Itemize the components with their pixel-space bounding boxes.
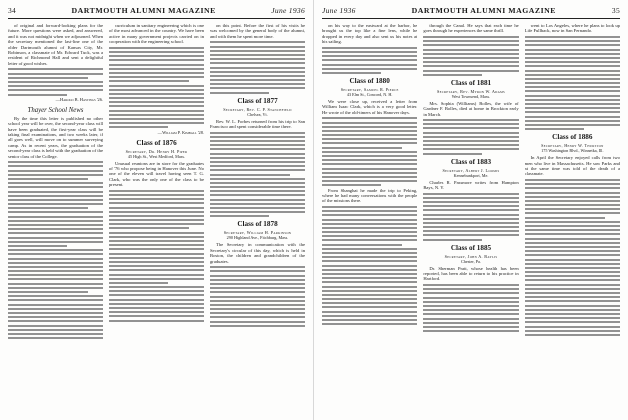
- body-text: through the Canal. He says that each time he goes through he experiences the same thrill.: [423, 23, 519, 34]
- secretary-name: Secretary, Albert J. Loomis: [442, 167, 500, 173]
- secretary-name: Secretary, Samuel R. Pierce: [340, 86, 399, 92]
- secretary-address: Kennebunkport, Me.: [453, 172, 489, 178]
- body-text: In April the Secretary enjoyed calls from two men who live in Massachusetts. He saw Parks and at the same time was told of the death of a classmate.: [524, 155, 620, 177]
- column-3: [210, 23, 305, 420]
- column-3: [525, 23, 620, 420]
- secretary-address: Chester, Pa.: [461, 258, 481, 264]
- text-lines: [210, 132, 305, 218]
- column-1: [8, 23, 103, 420]
- text-lines: [8, 68, 103, 95]
- body-text: curriculum in sanitary engineering which is one of the most advanced in the country. We have been active in many government projects carried on in cooperation with the engineering school.: [109, 23, 204, 45]
- body-text: We were close up, received a letter from William Isaac Clark, which is a very good letter. He wrote of the old-timers of his Hanover days.: [322, 98, 418, 115]
- body-text: on his way to the eastward at the harbor, he brought us the top like a fine lens, while he dropped in every day and also sent us his notes at his sailing.: [322, 23, 418, 45]
- class-heading: Class of 1886: [552, 133, 593, 142]
- body-text: The Secretary in communication with the Secretary's circular of this day, which is held in Boston, the children and grandchildren of the graduates.: [210, 242, 305, 264]
- body-text: of original and forward-looking plans for the future. More questions were asked, and answered, and it was not midnight when we adjourned. When the secretary mentioned the last-line one of the older Dartmouth alumni of Kansas City, Mr. Robinson, a classmate of Mr. Edward Tuck, was a resident of Richmond Hall and sent a delightful letter of good wishes.: [8, 23, 103, 66]
- column-2: [109, 23, 204, 420]
- text-lines: [8, 161, 103, 339]
- text-lines: [322, 117, 417, 186]
- issue-date: June 1936: [322, 6, 356, 15]
- body-text: Unusual reunions are in store for the graduates of '76 who propose being in Hanover this June. No one of the eleven will travel having seen T. G. Clark, who was the only one of the class to be present.: [109, 160, 204, 188]
- secretary-name: Secretary, John A. Baylis: [444, 253, 498, 259]
- column-1: [322, 23, 417, 420]
- secretary-name: Secretary, Rev. Myron W. Adams: [436, 88, 506, 94]
- secretary-name: Secretary, Rev. C. P. Stanchfield: [223, 106, 292, 112]
- page-number: 34: [8, 6, 17, 15]
- secretary-address: 43 Elm St., Concord, N. H.: [346, 91, 393, 97]
- secretary-address: West Townsend, Mass.: [451, 93, 491, 99]
- body-text: Mrs. Sophia (Williams) Bolles, the wife of Gardner F. Bolles, died at home in Brockton early in March.: [423, 100, 519, 117]
- section-heading: Thayer School News: [27, 106, 84, 114]
- secretary-name: Secretary, Henry W. Thurston: [541, 143, 604, 149]
- text-lines: [109, 47, 204, 129]
- signature: —William P. Kimball '28.: [157, 129, 204, 135]
- left-columns: [8, 23, 305, 420]
- text-lines: [423, 284, 518, 332]
- signature: —Harold B. Hastings '26.: [55, 96, 103, 102]
- text-lines: [109, 190, 204, 322]
- magazine-title: DARTMOUTH ALUMNI MAGAZINE: [411, 6, 556, 15]
- body-text: Rev. W. L. Forbes returned from his trip to San Francisco and spent considerable time there.: [210, 118, 305, 130]
- secretary-address: 175 Washington Blvd., Winnetka, Ill.: [541, 148, 604, 154]
- column-2: [423, 23, 518, 420]
- secretary-address: 290 Highland Ave., Fitchburg, Mass.: [226, 235, 289, 241]
- class-heading: Class of 1876: [136, 138, 177, 147]
- running-head-right: [322, 6, 620, 19]
- right-page: [314, 0, 628, 420]
- text-lines: [525, 36, 620, 130]
- class-heading: Class of 1881: [450, 78, 492, 87]
- text-lines: [322, 206, 417, 325]
- body-text: Charles R. Passmore writes from Hampton Bays, N. Y.: [423, 179, 519, 190]
- secretary-address: Chelsea, Vt.: [247, 111, 268, 117]
- class-heading: Class of 1880: [349, 76, 390, 85]
- text-lines: [423, 119, 518, 155]
- issue-date: June 1936: [271, 6, 305, 15]
- running-head-left: [8, 6, 305, 19]
- body-text: on this point. Before the first of his visits he was welcomed by the general body of the alumni, and with them he spent more time.: [210, 23, 305, 39]
- text-lines: [525, 179, 620, 336]
- class-heading: Class of 1883: [450, 157, 492, 166]
- body-text: By the time this letter is published no other school year will be over, the second-year class will have been graduated, the first-year class will be taking final examinations, and two weeks later, if all goes well, will move on to summer surveying camp. As in recent years, the graduation of the second-year class is held with the graduation of the senior class of the College.: [8, 115, 103, 159]
- right-columns: [322, 23, 620, 420]
- secretary-address: 45 High St., West Medford, Mass.: [127, 153, 186, 159]
- body-text: Dr. Sherman Pratt, whose health has been reported, has been able to return to his practice in Hartford.: [423, 265, 519, 282]
- text-lines: [423, 36, 518, 76]
- page-number: 35: [611, 6, 620, 15]
- class-heading: Class of 1877: [237, 96, 278, 105]
- text-lines: [210, 41, 305, 93]
- secretary-name: Secretary, Dr. Henry H. Piper: [125, 148, 188, 154]
- magazine-title: DARTMOUTH ALUMNI MAGAZINE: [71, 6, 216, 15]
- text-lines: [423, 193, 518, 241]
- text-lines: [322, 47, 417, 74]
- class-heading: Class of 1878: [237, 220, 278, 229]
- body-text: From Shanghai he made the trip to Peking, where he had many conversations with the people of the missions there.: [322, 187, 418, 204]
- secretary-name: Secretary, William H. Parkinson: [223, 230, 292, 236]
- body-text: went to Los Angeles, where he plans to look up Life Fullback, now in San Fernando.: [524, 23, 620, 34]
- class-heading: Class of 1885: [450, 243, 492, 252]
- text-lines: [210, 266, 305, 327]
